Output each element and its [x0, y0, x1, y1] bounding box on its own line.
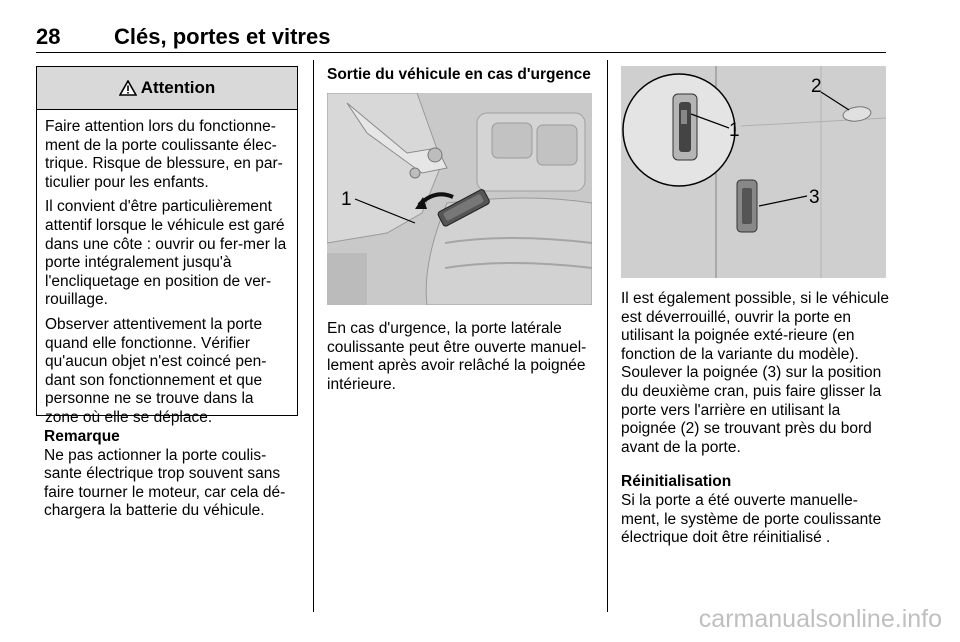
exterior-handle-text: Il est également possible, si le véhicule est déverrouillé, ouvrir la porte en utilisant la poignée exté-rieure (en fonction de la variante du modèle). Soulever la poignée (3) sur la position du deuxième cran, puis faire glisser la porte vers l'arrière en utilisant la poignée (2) se trouvant près du bord avant de la porte.	[621, 290, 889, 456]
figure-label-1: 1	[341, 189, 352, 210]
column3-content	[621, 290, 891, 548]
warning-box	[36, 66, 298, 426]
warning-header	[37, 67, 297, 110]
warning-body	[37, 110, 297, 428]
emergency-heading: Sortie du véhicule en cas d'urgence	[327, 66, 591, 83]
warning-title: Attention	[140, 78, 216, 97]
interior-handle-illustration	[327, 93, 592, 305]
column-divider-left	[313, 60, 314, 612]
reset-text: Si la porte a été ouverte manuelle-ment, le système de porte coulissante électrique doit être réinitialisé .	[621, 491, 882, 547]
watermark: carmanualsonline.info	[698, 605, 942, 633]
figure-label-1: 1	[729, 120, 740, 141]
emergency-text: En cas d'urgence, la porte latérale coulissante peut être ouverte manuel-lement après avoir relâché la poignée intérieure.	[327, 320, 587, 393]
warning-paragraph: Faire attention lors du fonctionne-ment de la porte coulissante élec-trique. Risque de blessure, en par-ticulier pour les enfants.	[45, 118, 283, 191]
note-text: Ne pas actionner la porte coulis-sante électrique trop souvent sans faire tourner le moteur, car cela dé-chargera la batterie du véhicule.	[44, 446, 286, 520]
note-title: Remarque	[44, 428, 120, 445]
note-section	[44, 428, 299, 521]
warning-paragraph: Il convient d'être particulièrement attentif lorsque le véhicule est garé dans une côte : ouvrir ou fer-mer la porte intégralement jusqu'à l'encliquetage en position de ver-rouillage.	[45, 198, 287, 309]
warning-triangle-icon	[119, 80, 137, 96]
figure-label-2: 2	[811, 76, 822, 97]
exterior-handle-illustration	[621, 66, 886, 278]
chapter-title: Clés, portes et vitres	[114, 24, 331, 49]
page-number: 28	[36, 24, 61, 49]
figure-label-3: 3	[809, 187, 820, 208]
warning-paragraph: Observer attentivement la porte quand elle fonctionne. Vérifier qu'aucun objet n'est coincé pen-dant son fonctionnement et que personne ne se trouve dans la zone où elle se déplace.	[45, 315, 267, 426]
column-divider-right	[607, 60, 608, 612]
reset-heading: Réinitialisation	[621, 473, 732, 491]
page-header	[36, 22, 886, 53]
